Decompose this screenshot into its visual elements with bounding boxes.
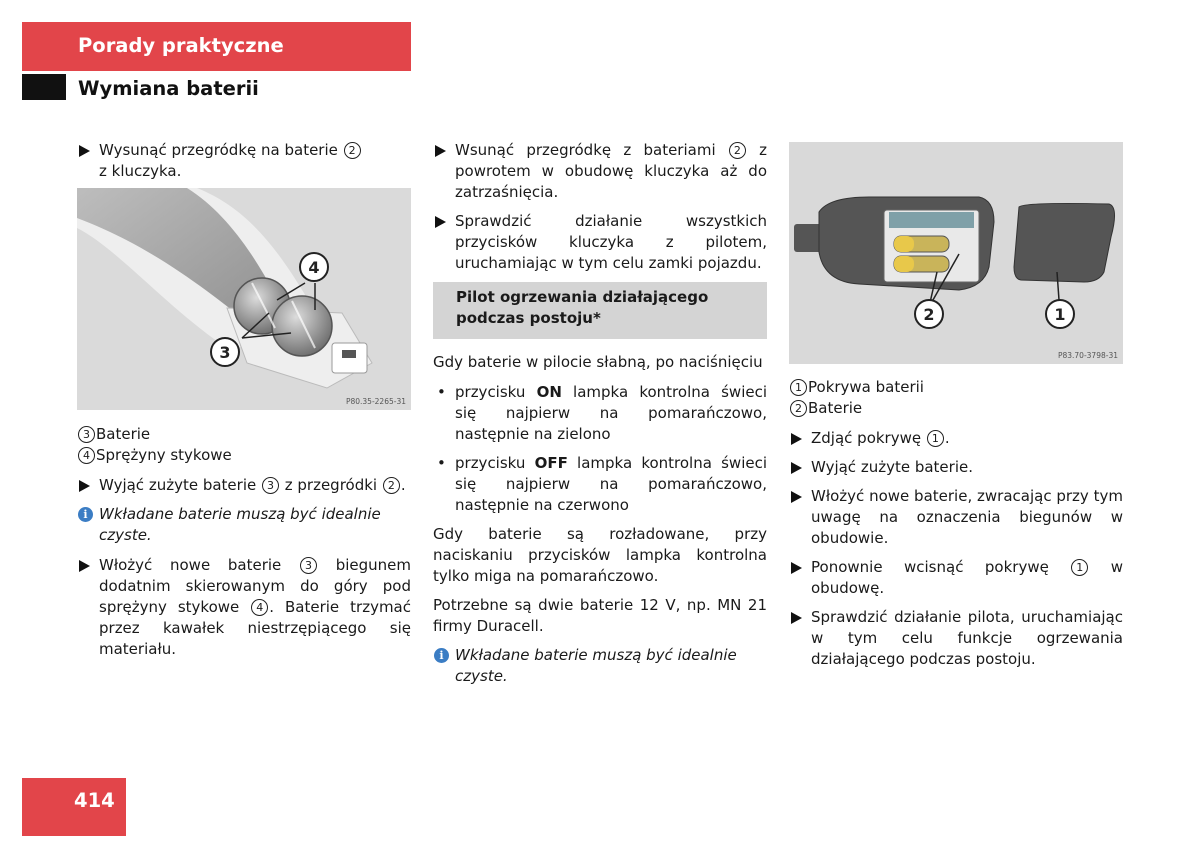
step-check-remote: Sprawdzić działanie pilota, uruchamiając w tym celu funkcje ogrzewania działającego podczas postoju. xyxy=(789,607,1123,670)
legend-item: 3 Baterie xyxy=(77,424,411,445)
figure-code: P83.70-3798-31 xyxy=(1057,351,1118,360)
paragraph-discharged: Gdy baterie są rozładowane, przy naciskaniu przycisków lampka kontrolna tylko miga na pomarańczowo. xyxy=(433,525,767,585)
info-icon: i xyxy=(78,507,93,522)
step-arrow-icon xyxy=(791,462,802,474)
key-battery-tray-illustration xyxy=(77,188,411,410)
step-replace-cover: Ponownie wcisnąć pokrywę 1 w obudowę. xyxy=(789,557,1123,599)
key-on: ON xyxy=(536,383,562,401)
bullet-off: • przycisku OFF lampka kontrolna świeci się najpierw na pomarańczowo, następnie na czerwono xyxy=(437,454,768,514)
column-right xyxy=(789,142,1123,670)
legend-item: 1 Pokrywa baterii xyxy=(789,377,1123,398)
subsection-title: Wymiana baterii xyxy=(78,77,259,100)
step-arrow-icon xyxy=(79,145,90,157)
paragraph-intro: Gdy baterie w pilocie słabną, po naciśnięciu xyxy=(433,353,763,371)
figure-remote-battery-cover xyxy=(789,142,1123,364)
step-arrow-icon xyxy=(435,216,446,228)
bullet-dot: • xyxy=(437,454,446,472)
info-note: i Wkładane baterie muszą być idealnie czyste. xyxy=(77,504,411,546)
step-check-key-buttons: Sprawdzić działanie wszystkich przycisków kluczyka z pilotem, uruchamiając w tym celu zamki pojazdu. xyxy=(433,211,767,274)
step-arrow-icon xyxy=(79,480,90,492)
step-remove-old-batteries: Wyjąć zużyte baterie. xyxy=(789,457,1123,478)
step-insert-new-batteries: Włożyć nowe baterie, zwracając przy tym uwagę na oznaczenia biegunów w obudowie. xyxy=(789,486,1123,549)
marker-2: 2 xyxy=(344,142,361,159)
figure-marker-2: 2 xyxy=(923,305,935,324)
figure-marker-1: 1 xyxy=(1054,305,1066,324)
section-header-band xyxy=(22,22,411,71)
step-insert-batteries: Włożyć nowe baterie 3 biegunem dodatnim skierowanym do góry pod sprężyny stykowe 4 . Baterie trzymać przez kawałek niestrzępiącego się materiału. xyxy=(77,555,411,660)
info-icon: i xyxy=(434,648,449,663)
legend-item: 4 Sprężyny stykowe xyxy=(77,445,411,466)
section-title: Porady praktyczne xyxy=(78,34,284,57)
column-left xyxy=(77,140,411,660)
step-arrow-icon xyxy=(791,433,802,445)
step-arrow-icon xyxy=(791,491,802,503)
remote-battery-cover-illustration xyxy=(789,142,1123,364)
bullet-on: • przycisku ON lampka kontrolna świeci się najpierw na pomarańczowo, następnie na zielono xyxy=(437,383,768,443)
legend-fig1 xyxy=(77,424,411,466)
page-number-box xyxy=(22,778,126,836)
legend-item: 2 Baterie xyxy=(789,398,1123,419)
subheading-box xyxy=(433,282,767,339)
step-remove-batteries: Wyjąć zużyte baterie 3 z przegródki 2 . xyxy=(77,475,411,496)
subheading-title: Pilot ogrzewania działającego podczas postoju* xyxy=(456,288,709,327)
figure-marker-3: 3 xyxy=(219,343,231,362)
paragraph-battery-type: Potrzebne są dwie baterie 12 V, np. MN 21 firmy Duracell. xyxy=(433,596,767,635)
step-arrow-icon xyxy=(79,560,90,572)
step-push-tray-back: Wsunąć przegródkę z bateriami 2 z powrotem w obudowę kluczyka aż do zatrzaśnięcia. xyxy=(433,140,767,203)
step-remove-cover: Zdjąć pokrywę 1 . xyxy=(789,428,1123,449)
info-note: i Wkładane baterie muszą być idealnie czyste. xyxy=(433,645,767,687)
key-off: OFF xyxy=(534,454,568,472)
step-arrow-icon xyxy=(791,562,802,574)
figure-code: P80.35-2265-31 xyxy=(345,397,406,406)
column-middle xyxy=(433,140,767,687)
step-arrow-icon xyxy=(435,145,446,157)
legend-fig2 xyxy=(789,377,1123,419)
page-number: 414 xyxy=(74,789,115,812)
step-arrow-icon xyxy=(791,612,802,624)
figure-key-battery-tray xyxy=(77,188,411,410)
bullet-dot: • xyxy=(437,383,446,401)
step-extend-tray: Wysunąć przegródkę na baterie 2 z kluczyka. xyxy=(77,140,411,182)
subsection-marker-bar xyxy=(22,74,66,100)
figure-marker-4: 4 xyxy=(308,258,320,277)
